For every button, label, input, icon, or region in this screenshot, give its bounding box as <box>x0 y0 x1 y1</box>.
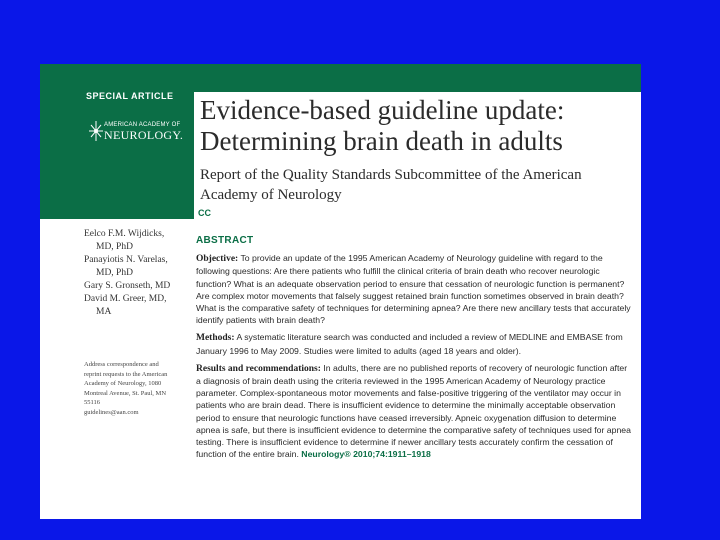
citation: Neurology® 2010;74:1911–1918 <box>301 449 431 460</box>
objective-label: Objective: <box>196 254 239 265</box>
author-name: Panayiotis N. Varelas, <box>84 255 168 265</box>
author-credentials: MD, PhD <box>96 268 133 278</box>
address-line: Montreal Avenue, St. Paul, MN <box>84 389 167 397</box>
results-text: In adults, there are no published reports of recovery of neurologic function after a diagnosis of brain death using the criteria reviewed in the 1995 American Academy of Neurology practice parameter. Complex-spontaneous motor movements and false-positive triggering of the ventilator may occur in patients who are brain dead. There is insufficient evidence to determine the minimally acceptable observation period to ensure that neurologic functions have ceased irreversibly. Apneic oxygenation diffusion to determine apnea is safe, but there is insufficient evidence to determine the comparative safety of techniques used for apnea testing. There is insufficient evidence to determine if newer ancillary tests accurately confirm the cessation of function of the entire brain. <box>196 362 631 460</box>
title-line-2: Determining brain death in adults <box>200 126 563 156</box>
methods-label: Methods: <box>196 333 235 344</box>
address-email: guidelines@aan.com <box>84 408 139 416</box>
title-line-1: Evidence-based guideline update: <box>200 95 565 125</box>
aan-logo <box>88 118 188 158</box>
special-article-label: SPECIAL ARTICLE <box>86 91 174 101</box>
article-page <box>40 64 641 519</box>
logo-small-text: AMERICAN ACADEMY OF <box>104 122 181 128</box>
author-3 <box>84 280 194 293</box>
article-subtitle: Report of the Quality Standards Subcommittee of the American Academy of Neurology <box>200 167 582 203</box>
author-credentials: MD, PhD <box>96 242 133 252</box>
address-line: Academy of Neurology, 1080 <box>84 380 162 387</box>
author-2 <box>84 254 194 280</box>
abstract-objective <box>196 252 632 326</box>
article-title <box>200 95 564 157</box>
author-name: David M. Greer, MD, <box>84 294 167 304</box>
correspondence-address <box>84 360 189 417</box>
author-1 <box>84 228 194 254</box>
author-name: Eelco F.M. Wijdicks, <box>84 229 165 239</box>
creative-commons-icon: CC <box>198 208 211 218</box>
address-line: Address correspondence and <box>84 361 159 368</box>
author-4 <box>84 293 194 319</box>
author-credentials: MA <box>96 307 112 317</box>
starburst-icon <box>88 120 104 142</box>
abstract <box>196 235 632 465</box>
address-line: reprint requests to the American <box>84 370 168 378</box>
author-name: Gary S. Gronseth, MD <box>84 281 171 291</box>
title-panel <box>194 92 641 219</box>
logo-neurology-text: NEUROLOGY. <box>104 128 184 142</box>
author-list <box>84 228 194 319</box>
abstract-heading: ABSTRACT <box>196 235 254 246</box>
methods-text: A systematic literature search was conducted and included a review of MEDLINE and EMBASE from January 1996 to May 2009. Studies were limited to adults (aged 18 years and older). <box>196 332 623 356</box>
abstract-results <box>196 362 632 461</box>
abstract-methods <box>196 331 632 356</box>
objective-text: To provide an update of the 1995 American Academy of Neurology guideline with regard to the following questions: Are there patients who fulfill the clinical criteria of brain death who recover neurologic function? What is an adequate observation period to ensure that cessation of neurologic function is permanent? Are complex motor movements that falsely suggest retained brain function sometimes observed in brain death? What is the comparative safety of techniques for determining apnea? Are there new ancillary tests that accurately identify patients with brain death? <box>196 253 631 326</box>
address-line: 55116 <box>84 399 101 406</box>
results-label: Results and recommendations: <box>196 363 321 374</box>
